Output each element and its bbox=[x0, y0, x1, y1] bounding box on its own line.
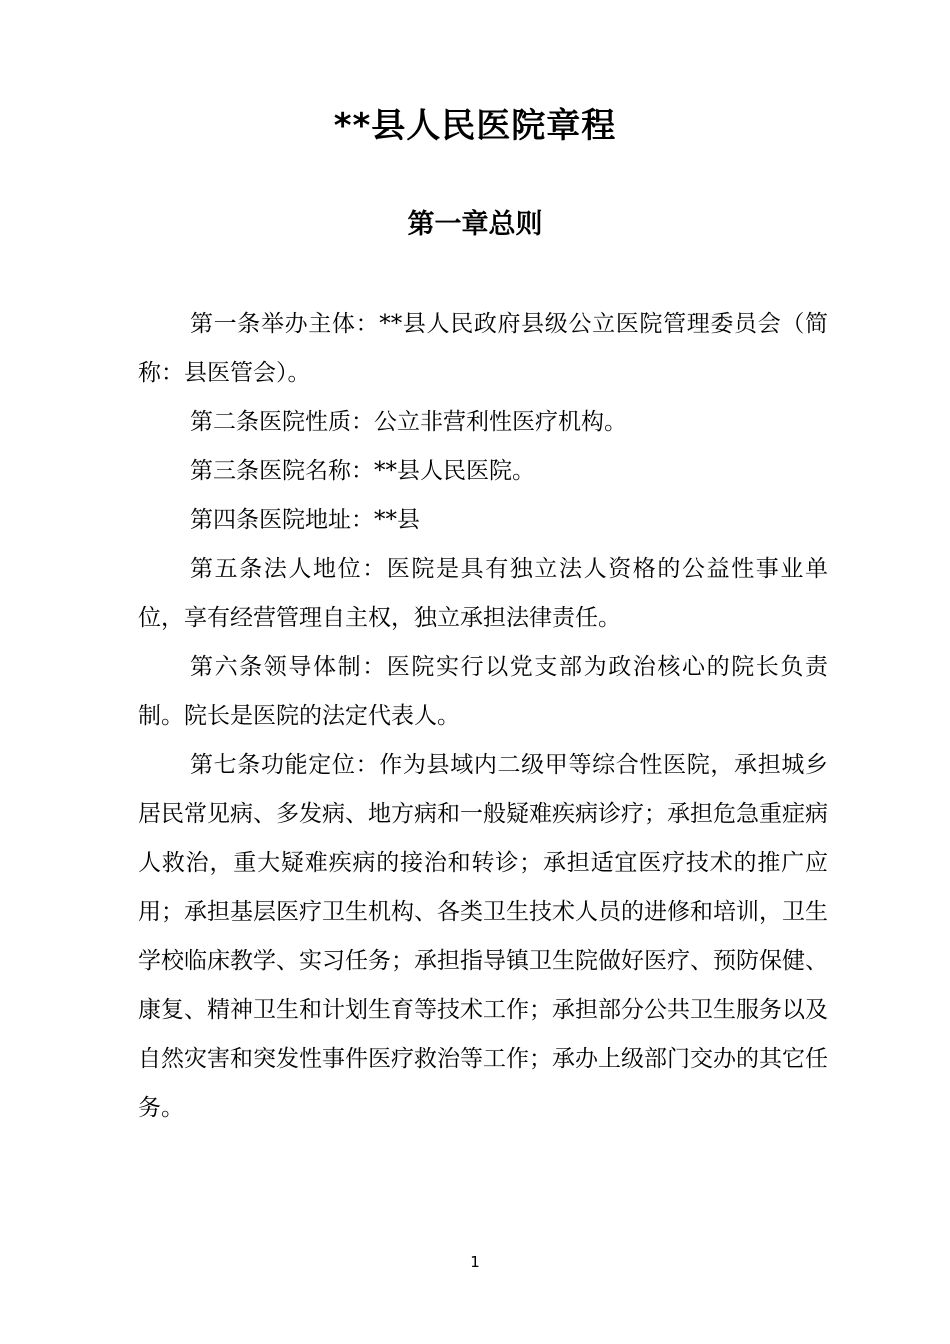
article-7: 第七条功能定位：作为县域内二级甲等综合性医院，承担城乡居民常见病、多发病、地方病和一般疑难疾病诊疗；承担危急重症病人救治，重大疑难疾病的接治和转诊；承担适宜医疗技术的推广应用；承担基层医疗卫生机构、各类卫生技术人员的进修和培训，卫生学校临床教学、实习任务；承担指导镇卫生院做好医疗、预防保健、康复、精神卫生和计划生育等技术工作；承担部分公共卫生服务以及自然灾害和突发性事件医疗救治等工作；承办上级部门交办的其它任务。 bbox=[138, 752, 828, 1121]
article-6: 第六条领导体制：医院实行以党支部为政治核心的院长负责制。院长是医院的法定代表人。 bbox=[138, 654, 828, 729]
article-3: 第三条医院名称：**县人民医院。 bbox=[190, 458, 535, 484]
article-1: 第一条举办主体：**县人民政府县级公立医院管理委员会（简称：县医管会）。 bbox=[138, 311, 828, 386]
document-body bbox=[138, 300, 828, 1133]
document-title: **县人民医院章程 bbox=[333, 106, 617, 146]
article-5: 第五条法人地位：医院是具有独立法人资格的公益性事业单位，享有经营管理自主权，独立承担法律责任。 bbox=[138, 556, 828, 631]
page-number: 1 bbox=[470, 1253, 480, 1271]
chapter-title: 第一章总则 bbox=[407, 209, 543, 240]
article-2: 第二条医院性质：公立非营利性医疗机构。 bbox=[190, 409, 627, 435]
article-4: 第四条医院地址：**县 bbox=[190, 507, 420, 533]
